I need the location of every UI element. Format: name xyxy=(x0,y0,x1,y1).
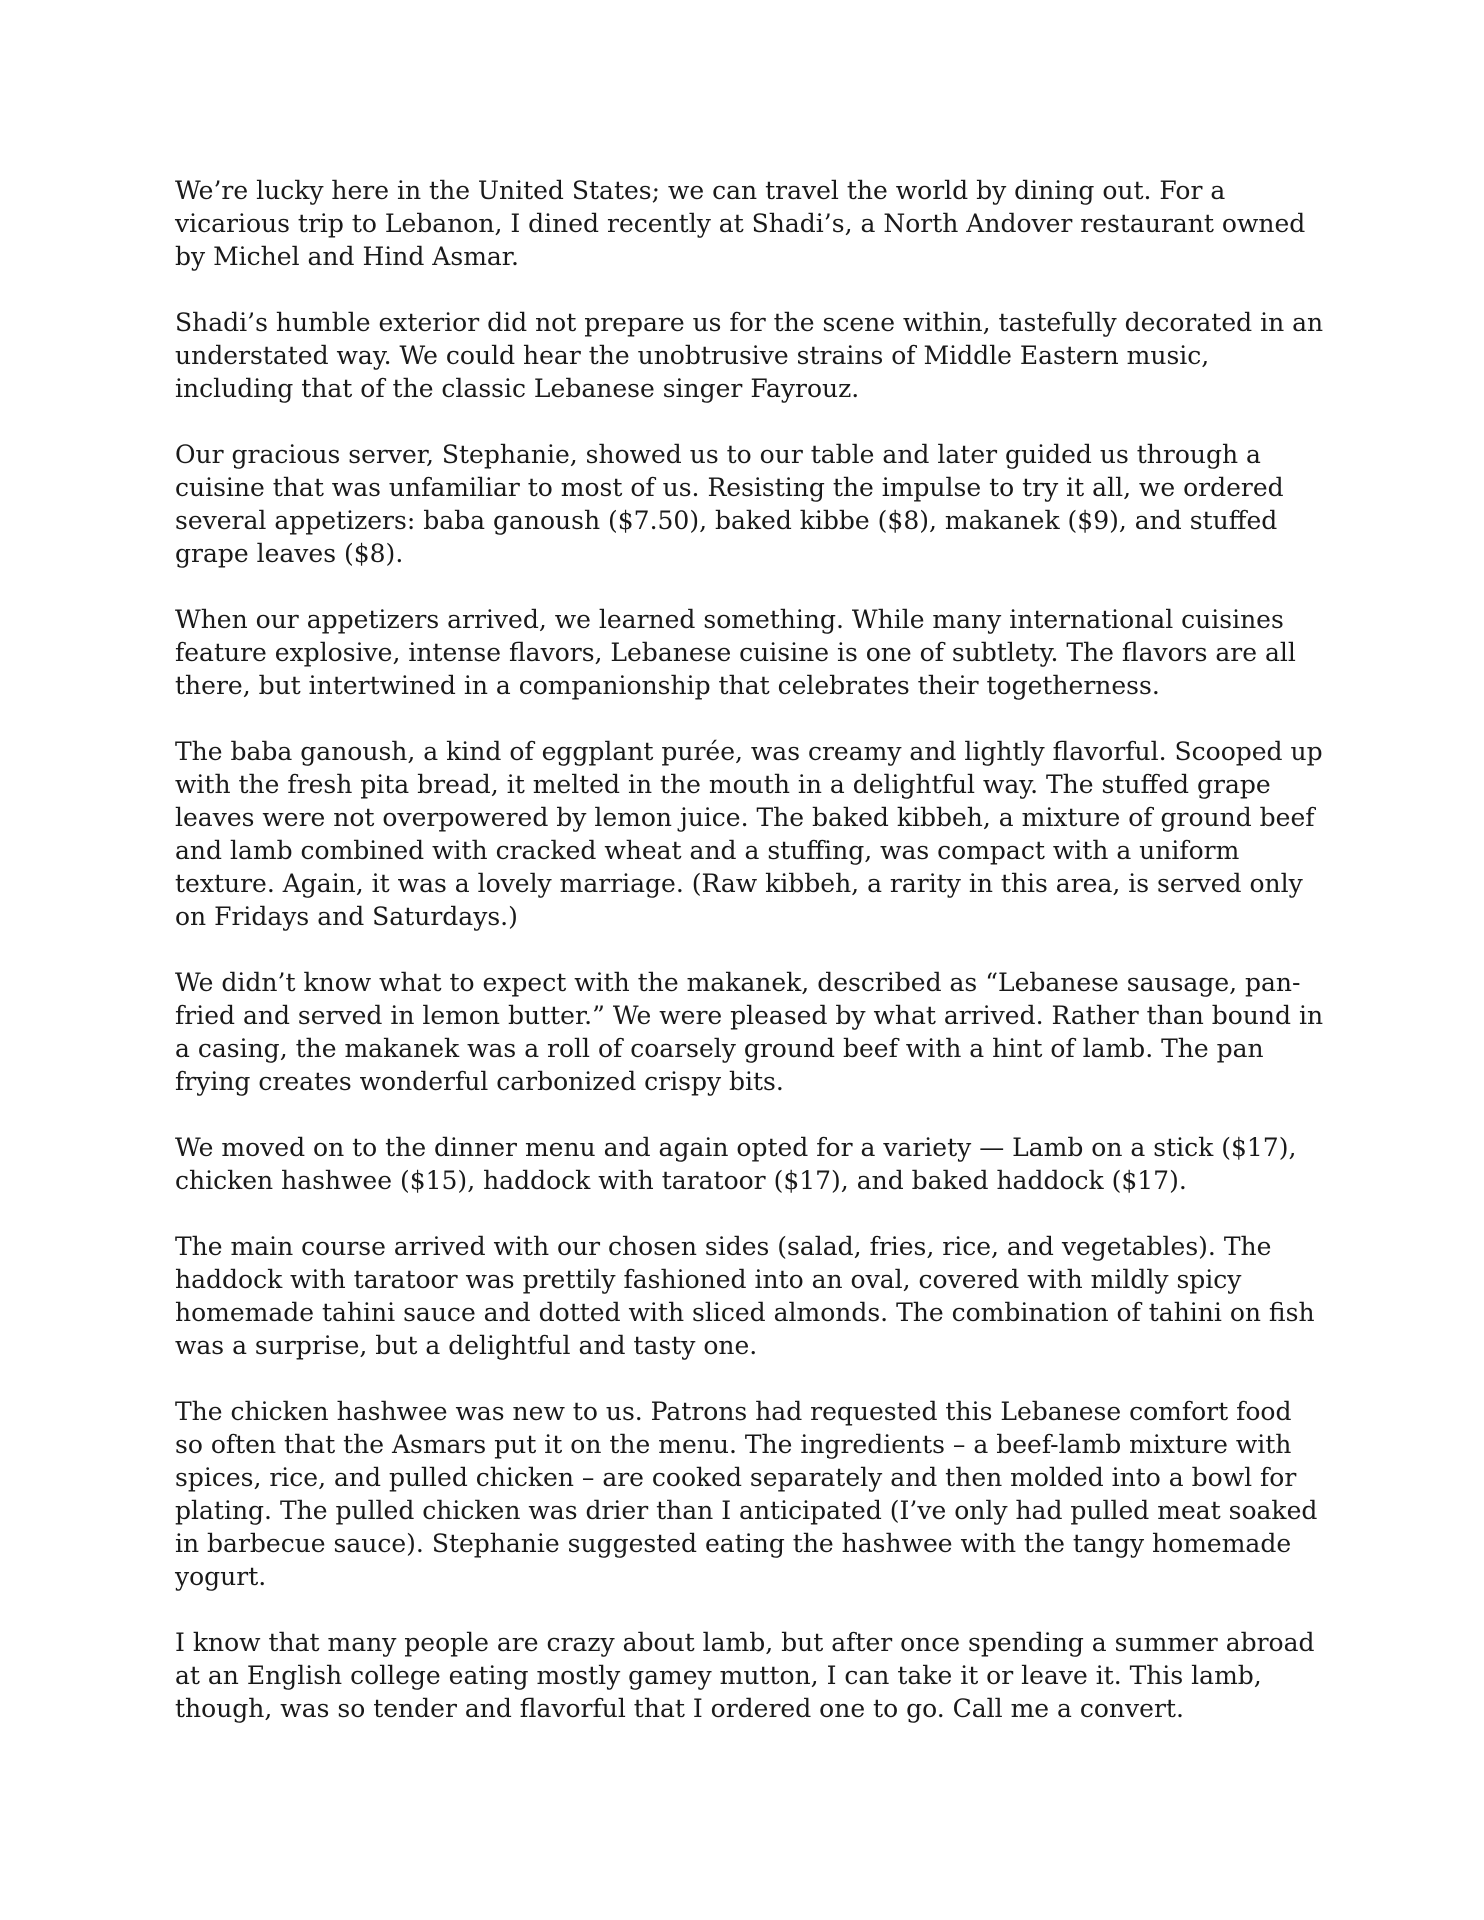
paragraph-appetizers-arrived: When our appetizers arrived, we learned something. While many international cuisines feature explosive, intense flavors, Lebanese cuisine is one of subtlety. The flavors are all there, but intertwined in a companionship that celebrates their togetherness. xyxy=(175,605,1296,700)
article-body xyxy=(175,174,1325,1725)
paragraph-intro: We’re lucky here in the United States; we can travel the world by dining out. For a vicarious trip to Lebanon, I dined recently at Shadi’s, a North Andover restaurant owned by Michel and Hind Asmar. xyxy=(175,176,1306,271)
paragraph-exterior: Shadi’s humble exterior did not prepare us for the scene within, tastefully decorated in an understated way. We could hear the unobtrusive strains of Middle Eastern music, including that of the classic Lebanese singer Fayrouz. xyxy=(175,308,1324,403)
paragraph-main-course: The main course arrived with our chosen sides (salad, fries, rice, and vegetables). The haddock with taratoor was prettily fashioned into an oval, covered with mildly spicy homemade tahini sauce and dotted with sliced almonds. The combination of tahini on fish was a surprise, but a delightful and tasty one. xyxy=(175,1232,1315,1360)
paragraph-makanek: We didn’t know what to expect with the makanek, described as “Lebanese sausage, pan-fried and served in lemon butter.” We were pleased by what arrived. Rather than bound in a casing, the makanek was a roll of coarsely ground beef with a hint of lamb. The pan frying creates wonderful carbonized crispy bits. xyxy=(175,968,1324,1096)
paragraph-appetizers-order: Our gracious server, Stephanie, showed us to our table and later guided us through a cuisine that was unfamiliar to most of us. Resisting the impulse to try it all, we ordered several appetizers: baba ganoush ($7.50), baked kibbe ($8), makanek ($9), and stuffed grape leaves ($8). xyxy=(175,440,1284,568)
paragraph-chicken-hashwee: The chicken hashwee was new to us. Patrons had requested this Lebanese comfort food so often that the Asmars put it on the menu. The ingredients – a beef-lamb mixture with spices, rice, and pulled chicken – are cooked separately and then molded into a bowl for plating. The pulled chicken was drier than I anticipated (I’ve only had pulled meat soaked in barbecue sauce). Stephanie suggested eating the hashwee with the tangy homemade yogurt. xyxy=(175,1397,1318,1591)
paragraph-baba-ganoush: The baba ganoush, a kind of eggplant purée, was creamy and lightly flavorful. Scooped up with the fresh pita bread, it melted in the mouth in a delightful way. The stuffed grape leaves were not overpowered by lemon juice. The baked kibbeh, a mixture of ground beef and lamb combined with cracked wheat and a stuffing, was compact with a uniform texture. Again, it was a lovely marriage. (Raw kibbeh, a rarity in this area, is served only on Fridays and Saturdays.) xyxy=(175,737,1323,931)
paragraph-dinner-menu: We moved on to the dinner menu and again opted for a variety — Lamb on a stick ($17), chicken hashwee ($15), haddock with taratoor ($17), and baked haddock ($17). xyxy=(175,1133,1297,1195)
paragraph-lamb: I know that many people are crazy about lamb, but after once spending a summer abroad at an English college eating mostly gamey mutton, I can take it or leave it. This lamb, though, was so tender and flavorful that I ordered one to go. Call me a convert. xyxy=(175,1628,1315,1723)
